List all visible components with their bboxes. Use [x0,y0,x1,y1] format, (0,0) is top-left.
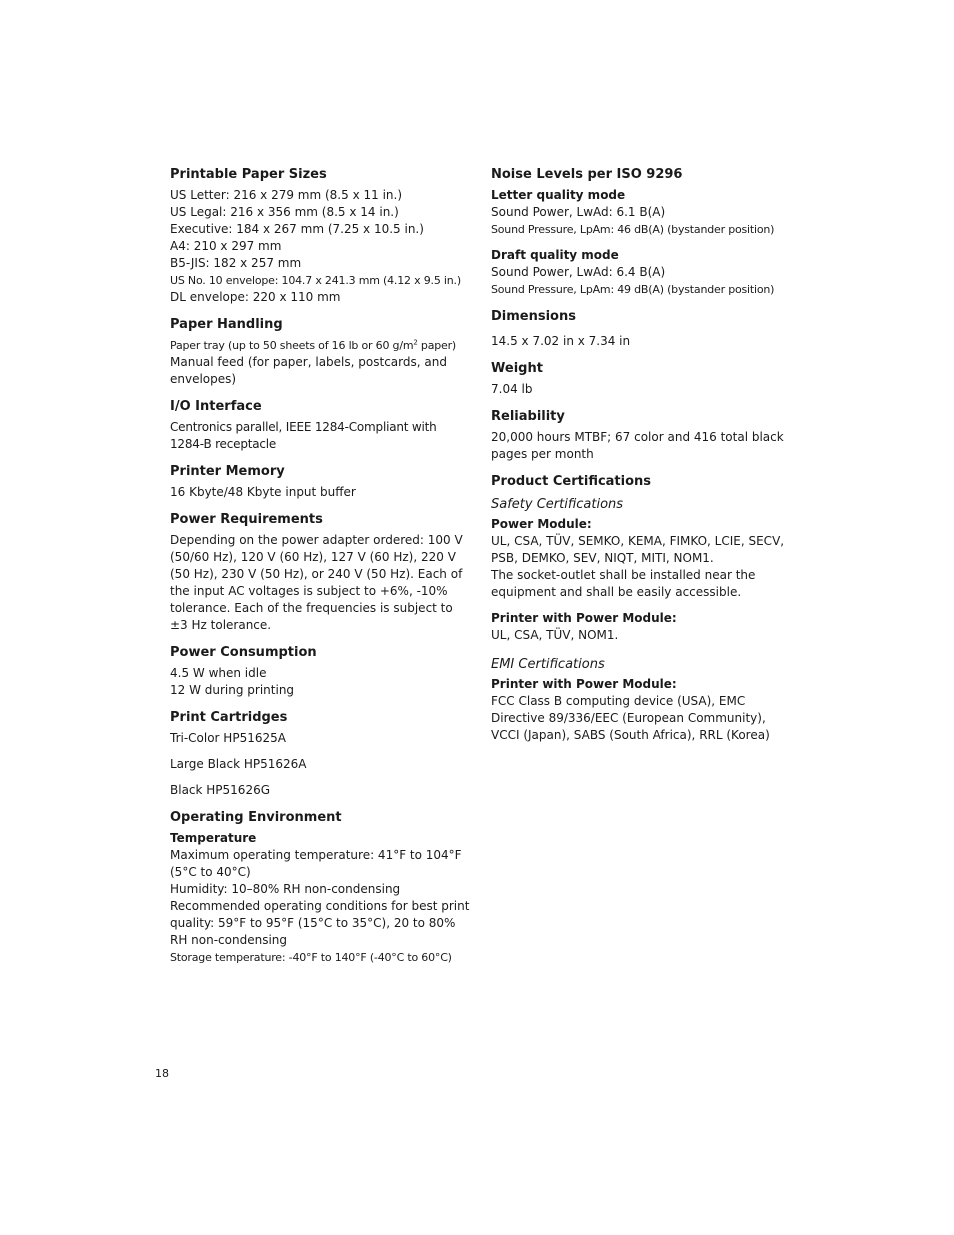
subheading-temperature: Temperature [170,831,257,845]
paper-size-item: B5-JIS: 182 x 257 mm [170,256,302,270]
environment-item: Recommended operating conditions for best print [170,899,470,913]
environment-item: Humidity: 10–80% RH non-condensing [170,882,401,896]
heading-printer-memory: Printer Memory [170,464,285,479]
section-product-certifications [491,473,791,744]
section-reliability [491,408,791,463]
noise-item: Sound Pressure, LpAm: 49 dB(A) (bystander position) [491,283,775,296]
heading-paper-handling: Paper Handling [170,317,283,332]
cartridge-item: Black HP51626G [170,783,271,797]
manual-feed-text: Manual feed (for paper, labels, postcards, and envelopes) [170,355,447,386]
power-consumption-item: 12 W during printing [170,683,295,697]
io-interface-text: Centronics parallel, IEEE 1284-Compliant with 1284-B receptacle [170,420,437,451]
noise-item: Sound Power, LwAd: 6.1 B(A) [491,205,666,219]
emi-certifications-title: EMI Certifications [491,657,605,672]
weight-text: 7.04 lb [491,382,533,396]
heading-power-requirements: Power Requirements [170,512,323,527]
subheading-power-module: Power Module: [491,517,592,531]
paper-tray-superscript: 2 [413,338,418,347]
section-operating-environment [170,809,470,966]
section-power-consumption [170,644,470,699]
environment-item: Maximum operating temperature: 41°F to 104°F [170,848,462,862]
emi-certifications-text: FCC Class B computing device (USA), EMC Directive 89/336/EEC (European Community), VCCI (Japan), SABS (South Africa), RRL (Korea) [491,694,770,742]
section-paper-handling [170,316,470,388]
printer-power-module-text: UL, CSA, TÜV, NOM1. [491,628,619,642]
paper-size-item: DL envelope: 220 x 110 mm [170,290,341,304]
environment-item: quality: 59°F to 95°F (15°C to 35°C), 20 to 80% [170,916,456,930]
noise-item: Sound Pressure, LpAm: 46 dB(A) (bystander position) [491,223,775,236]
paper-size-item: Executive: 184 x 267 mm (7.25 x 10.5 in.) [170,222,424,236]
heading-weight: Weight [491,361,543,376]
section-dimensions [491,308,791,350]
environment-item: Storage temperature: -40°F to 140°F (-40°C to 60°C) [170,951,452,964]
subheading-printer-power-module: Printer with Power Module: [491,611,677,625]
socket-outlet-note: The socket-outlet shall be installed near the equipment and shall be easily accessible. [491,568,756,599]
paper-size-item: US Letter: 216 x 279 mm (8.5 x 11 in.) [170,188,403,202]
noise-item: Sound Power, LwAd: 6.4 B(A) [491,265,666,279]
heading-operating-environment: Operating Environment [170,810,342,825]
power-module-text: UL, CSA, TÜV, SEMKO, KEMA, FIMKO, LCIE, SECV, PSB, DEMKO, SEV, NIQT, MITI, NOM1. [491,534,785,565]
section-power-requirements [170,511,470,634]
printer-memory-text: 16 Kbyte/48 Kbyte input buffer [170,485,356,499]
section-io-interface [170,398,470,453]
cartridge-item: Tri-Color HP51625A [170,731,286,745]
section-weight [491,360,791,398]
reliability-text: 20,000 hours MTBF; 67 color and 416 total black pages per month [491,430,784,461]
subheading-emi-printer-power-module: Printer with Power Module: [491,677,677,691]
page-number: 18 [155,1067,169,1080]
left-column [170,166,470,976]
dimensions-text: 14.5 x 7.02 in x 7.34 in [491,334,631,348]
paper-tray-text [170,337,470,354]
paper-size-item: US No. 10 envelope: 104.7 x 241.3 mm (4.12 x 9.5 in.) [170,274,461,287]
heading-power-consumption: Power Consumption [170,645,317,660]
heading-print-cartridges: Print Cartridges [170,710,288,725]
right-column [491,166,791,754]
subheading-letter-quality: Letter quality mode [491,188,626,202]
paper-tray-text-main: Paper tray (up to 50 sheets of 16 lb or 60 g/m [170,339,414,352]
section-printable-paper-sizes [170,166,470,306]
heading-reliability: Reliability [491,409,565,424]
paper-size-item: A4: 210 x 297 mm [170,239,282,253]
power-requirements-text: Depending on the power adapter ordered: 100 V (50/60 Hz), 120 V (60 Hz), 127 V (60 Hz), 220 V (50 Hz), 230 V (50 Hz), or 240 V (50 Hz). Each of the input AC voltages is subject to +6%, -10% tolerance. Each of the frequencies is subject to ±3 Hz tolerance. [170,533,463,632]
heading-dimensions: Dimensions [491,309,576,324]
heading-printable-paper-sizes: Printable Paper Sizes [170,167,327,182]
section-noise-levels [491,166,791,298]
section-print-cartridges [170,709,470,799]
section-printer-memory [170,463,470,501]
paper-size-item: US Legal: 216 x 356 mm (8.5 x 14 in.) [170,205,399,219]
environment-item: RH non-condensing [170,933,288,947]
safety-certifications-title: Safety Certifications [491,497,624,512]
cartridge-item: Large Black HP51626A [170,757,307,771]
environment-item: (5°C to 40°C) [170,865,251,879]
heading-product-certifications: Product Certifications [491,474,652,489]
subheading-draft-quality: Draft quality mode [491,248,619,262]
power-consumption-item: 4.5 W when idle [170,666,267,680]
heading-noise-levels: Noise Levels per ISO 9296 [491,167,683,182]
paper-tray-text-end: paper) [417,339,457,352]
heading-io-interface: I/O Interface [170,399,262,414]
